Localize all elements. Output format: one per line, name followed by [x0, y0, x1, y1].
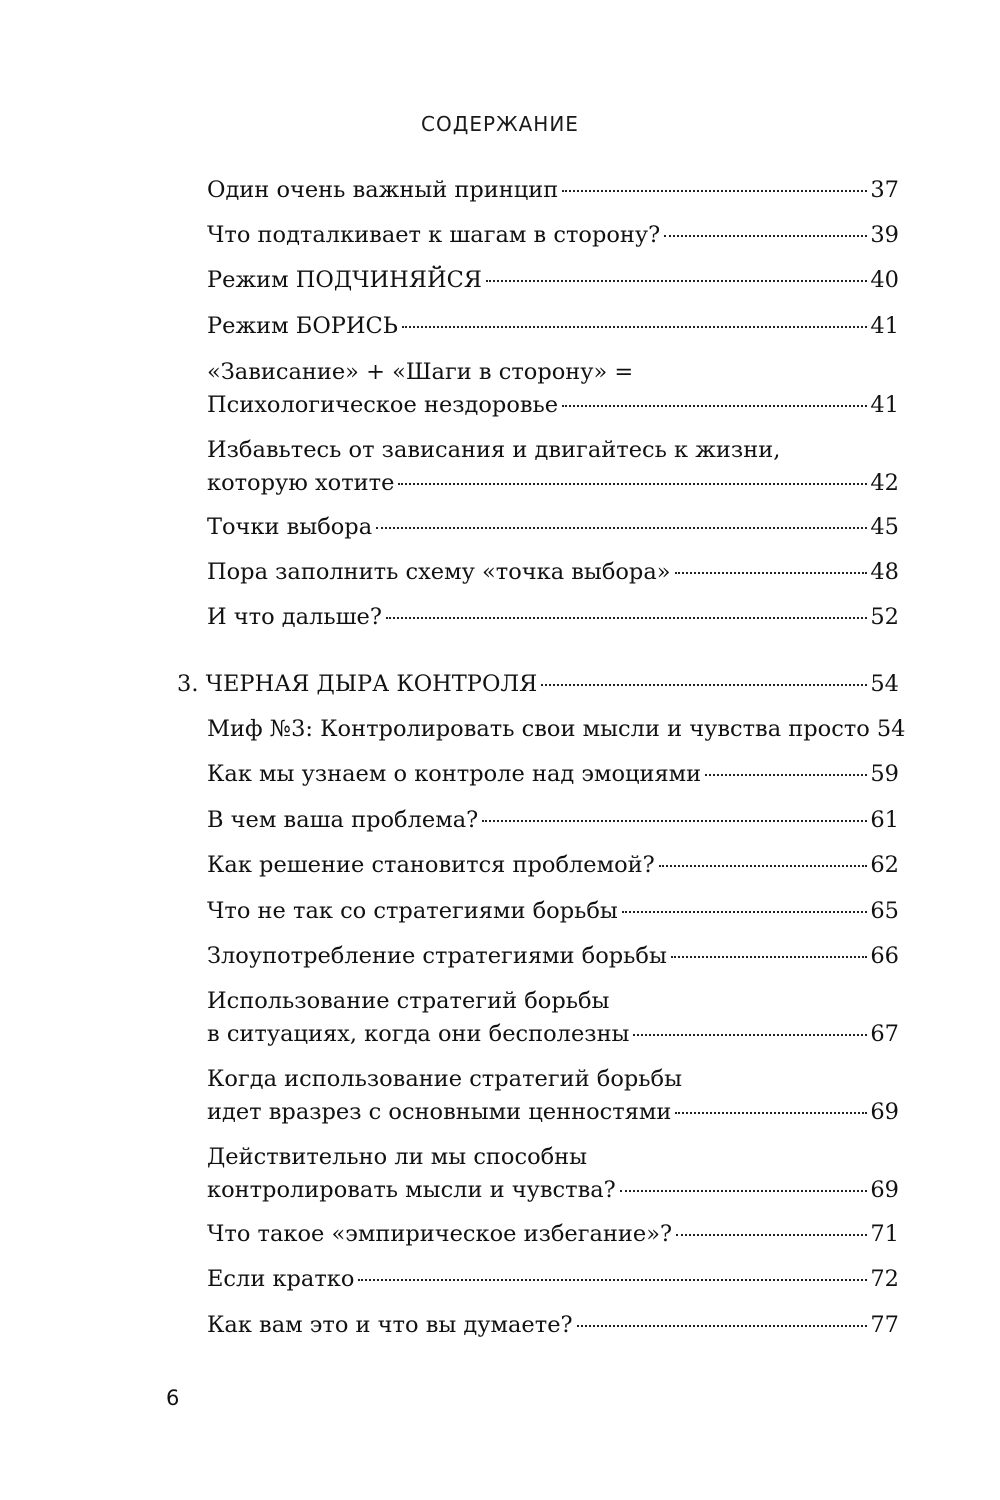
- leader-dots: [671, 956, 867, 958]
- toc-entry: [207, 1218, 899, 1251]
- leader-dots: [541, 684, 867, 686]
- toc-entry-page: 40: [870, 267, 899, 293]
- toc-entry: [207, 713, 906, 746]
- toc-entry: [207, 310, 899, 343]
- toc-entry-title: Как вам это и что вы думаете?: [207, 1312, 573, 1338]
- toc-entry: [207, 1063, 899, 1129]
- toc-entry: [207, 356, 899, 422]
- leader-dots: [402, 326, 867, 328]
- toc-entry-title: которую хотите: [207, 470, 395, 496]
- toc-entry-title: Что такое «эмпирическое избегание»?: [207, 1221, 673, 1247]
- leader-dots: [376, 527, 867, 529]
- toc-entry-page: 54: [876, 716, 906, 742]
- toc-entry-title: в ситуациях, когда они бесполезны: [207, 1021, 630, 1047]
- leader-dots: [577, 1325, 868, 1327]
- toc-entry-page: 52: [870, 604, 899, 630]
- toc-entry-page: 72: [870, 1266, 899, 1292]
- toc-entry-title: Что не так со стратегиями борьбы: [207, 898, 618, 924]
- toc-entry: [207, 804, 899, 837]
- leader-dots: [664, 235, 867, 237]
- toc-entry-title: Режим БОРИСЬ: [207, 313, 398, 339]
- toc-entry-page: 77: [870, 1312, 899, 1338]
- leader-dots: [562, 190, 867, 192]
- toc-entry-page: 59: [870, 761, 899, 787]
- toc-entry-title: контролировать мысли и чувства?: [207, 1177, 616, 1203]
- toc-chapter-title: 3. ЧЕРНАЯ ДЫРА КОНТРОЛЯ: [177, 671, 538, 697]
- toc-entry-page: 62: [870, 852, 899, 878]
- toc-entry-page: 66: [870, 943, 899, 969]
- toc-entry: [207, 219, 899, 252]
- leader-dots: [398, 483, 867, 485]
- toc-entry-title: Что подталкивает к шагам в сторону?: [207, 222, 661, 248]
- toc-entry-page: 54: [870, 671, 899, 697]
- toc-entry: [207, 985, 899, 1051]
- toc-entry-title-line: Действительно ли мы способны: [207, 1144, 588, 1170]
- leader-dots: [562, 405, 867, 407]
- leader-dots: [675, 1112, 867, 1114]
- toc-entry: [207, 174, 899, 207]
- toc-entry-page: 48: [870, 559, 899, 585]
- toc-entry-title: Как решение становится проблемой?: [207, 852, 655, 878]
- leader-dots: [386, 617, 867, 619]
- toc-entry-page: 65: [870, 898, 899, 924]
- toc-entry: [207, 556, 899, 589]
- toc-entry-title: Миф №3: Контролировать свои мысли и чувства просто: [207, 716, 870, 742]
- toc-entry: [207, 1309, 899, 1342]
- toc-entry-page: 45: [870, 514, 899, 540]
- leader-dots: [358, 1279, 867, 1281]
- toc-entry-title: В чем ваша проблема?: [207, 807, 479, 833]
- toc-chapter-entry: [177, 668, 899, 701]
- toc-entry-title-line: «Зависание» + «Шаги в сторону» =: [207, 359, 634, 385]
- toc-entry-page: 67: [870, 1021, 899, 1047]
- toc-entry-page: 69: [870, 1099, 899, 1125]
- toc-entry: [207, 849, 899, 882]
- leader-dots: [633, 1034, 867, 1036]
- leader-dots: [482, 820, 867, 822]
- toc-entry: [207, 434, 899, 500]
- toc-entry-title-line: Избавьтесь от зависания и двигайтесь к жизни,: [207, 437, 781, 463]
- toc-entry-page: 41: [870, 392, 899, 418]
- toc-entry-page: 39: [870, 222, 899, 248]
- leader-dots: [486, 280, 867, 282]
- toc-entry: [207, 264, 899, 297]
- toc-entry-page: 37: [870, 177, 899, 203]
- toc-entry-page: 69: [870, 1177, 899, 1203]
- leader-dots: [705, 774, 867, 776]
- toc-entry-title-line: Использование стратегий борьбы: [207, 988, 610, 1014]
- leader-dots: [659, 865, 868, 867]
- toc-entry-title: Режим ПОДЧИНЯЙСЯ: [207, 267, 482, 293]
- toc-entry-title-line: Когда использование стратегий борьбы: [207, 1066, 682, 1092]
- toc-entry-page: 61: [870, 807, 899, 833]
- leader-dots: [622, 911, 868, 913]
- toc-entry: [207, 1141, 899, 1207]
- toc-entry-title: идет вразрез с основными ценностями: [207, 1099, 672, 1125]
- toc-entry-title: Если кратко: [207, 1266, 355, 1292]
- leader-dots: [676, 1234, 867, 1236]
- leader-dots: [675, 572, 868, 574]
- running-header: СОДЕРЖАНИЕ: [421, 112, 579, 136]
- toc-entry: [207, 895, 899, 928]
- toc-entry-title: Психологическое нездоровье: [207, 392, 559, 418]
- toc-entry-page: 71: [870, 1221, 899, 1247]
- toc-entry-title: Как мы узнаем о контроле над эмоциями: [207, 761, 702, 787]
- toc-entry: [207, 1263, 899, 1296]
- toc-entry-title: Точки выбора: [207, 514, 373, 540]
- toc-entry-title: Пора заполнить схему «точка выбора»: [207, 559, 671, 585]
- toc-entry: [207, 601, 899, 634]
- toc-entry-title: И что дальше?: [207, 604, 382, 630]
- leader-dots: [620, 1190, 868, 1192]
- toc-entry-title: Злоупотребление стратегиями борьбы: [207, 943, 667, 969]
- toc-entry: [207, 758, 899, 791]
- toc-entry-page: 42: [870, 470, 899, 496]
- toc-entry: [207, 940, 899, 973]
- toc-entry-page: 41: [870, 313, 899, 339]
- page-number: 6: [166, 1386, 180, 1410]
- toc-entry-title: Один очень важный принцип: [207, 177, 559, 203]
- toc-entry: [207, 511, 899, 544]
